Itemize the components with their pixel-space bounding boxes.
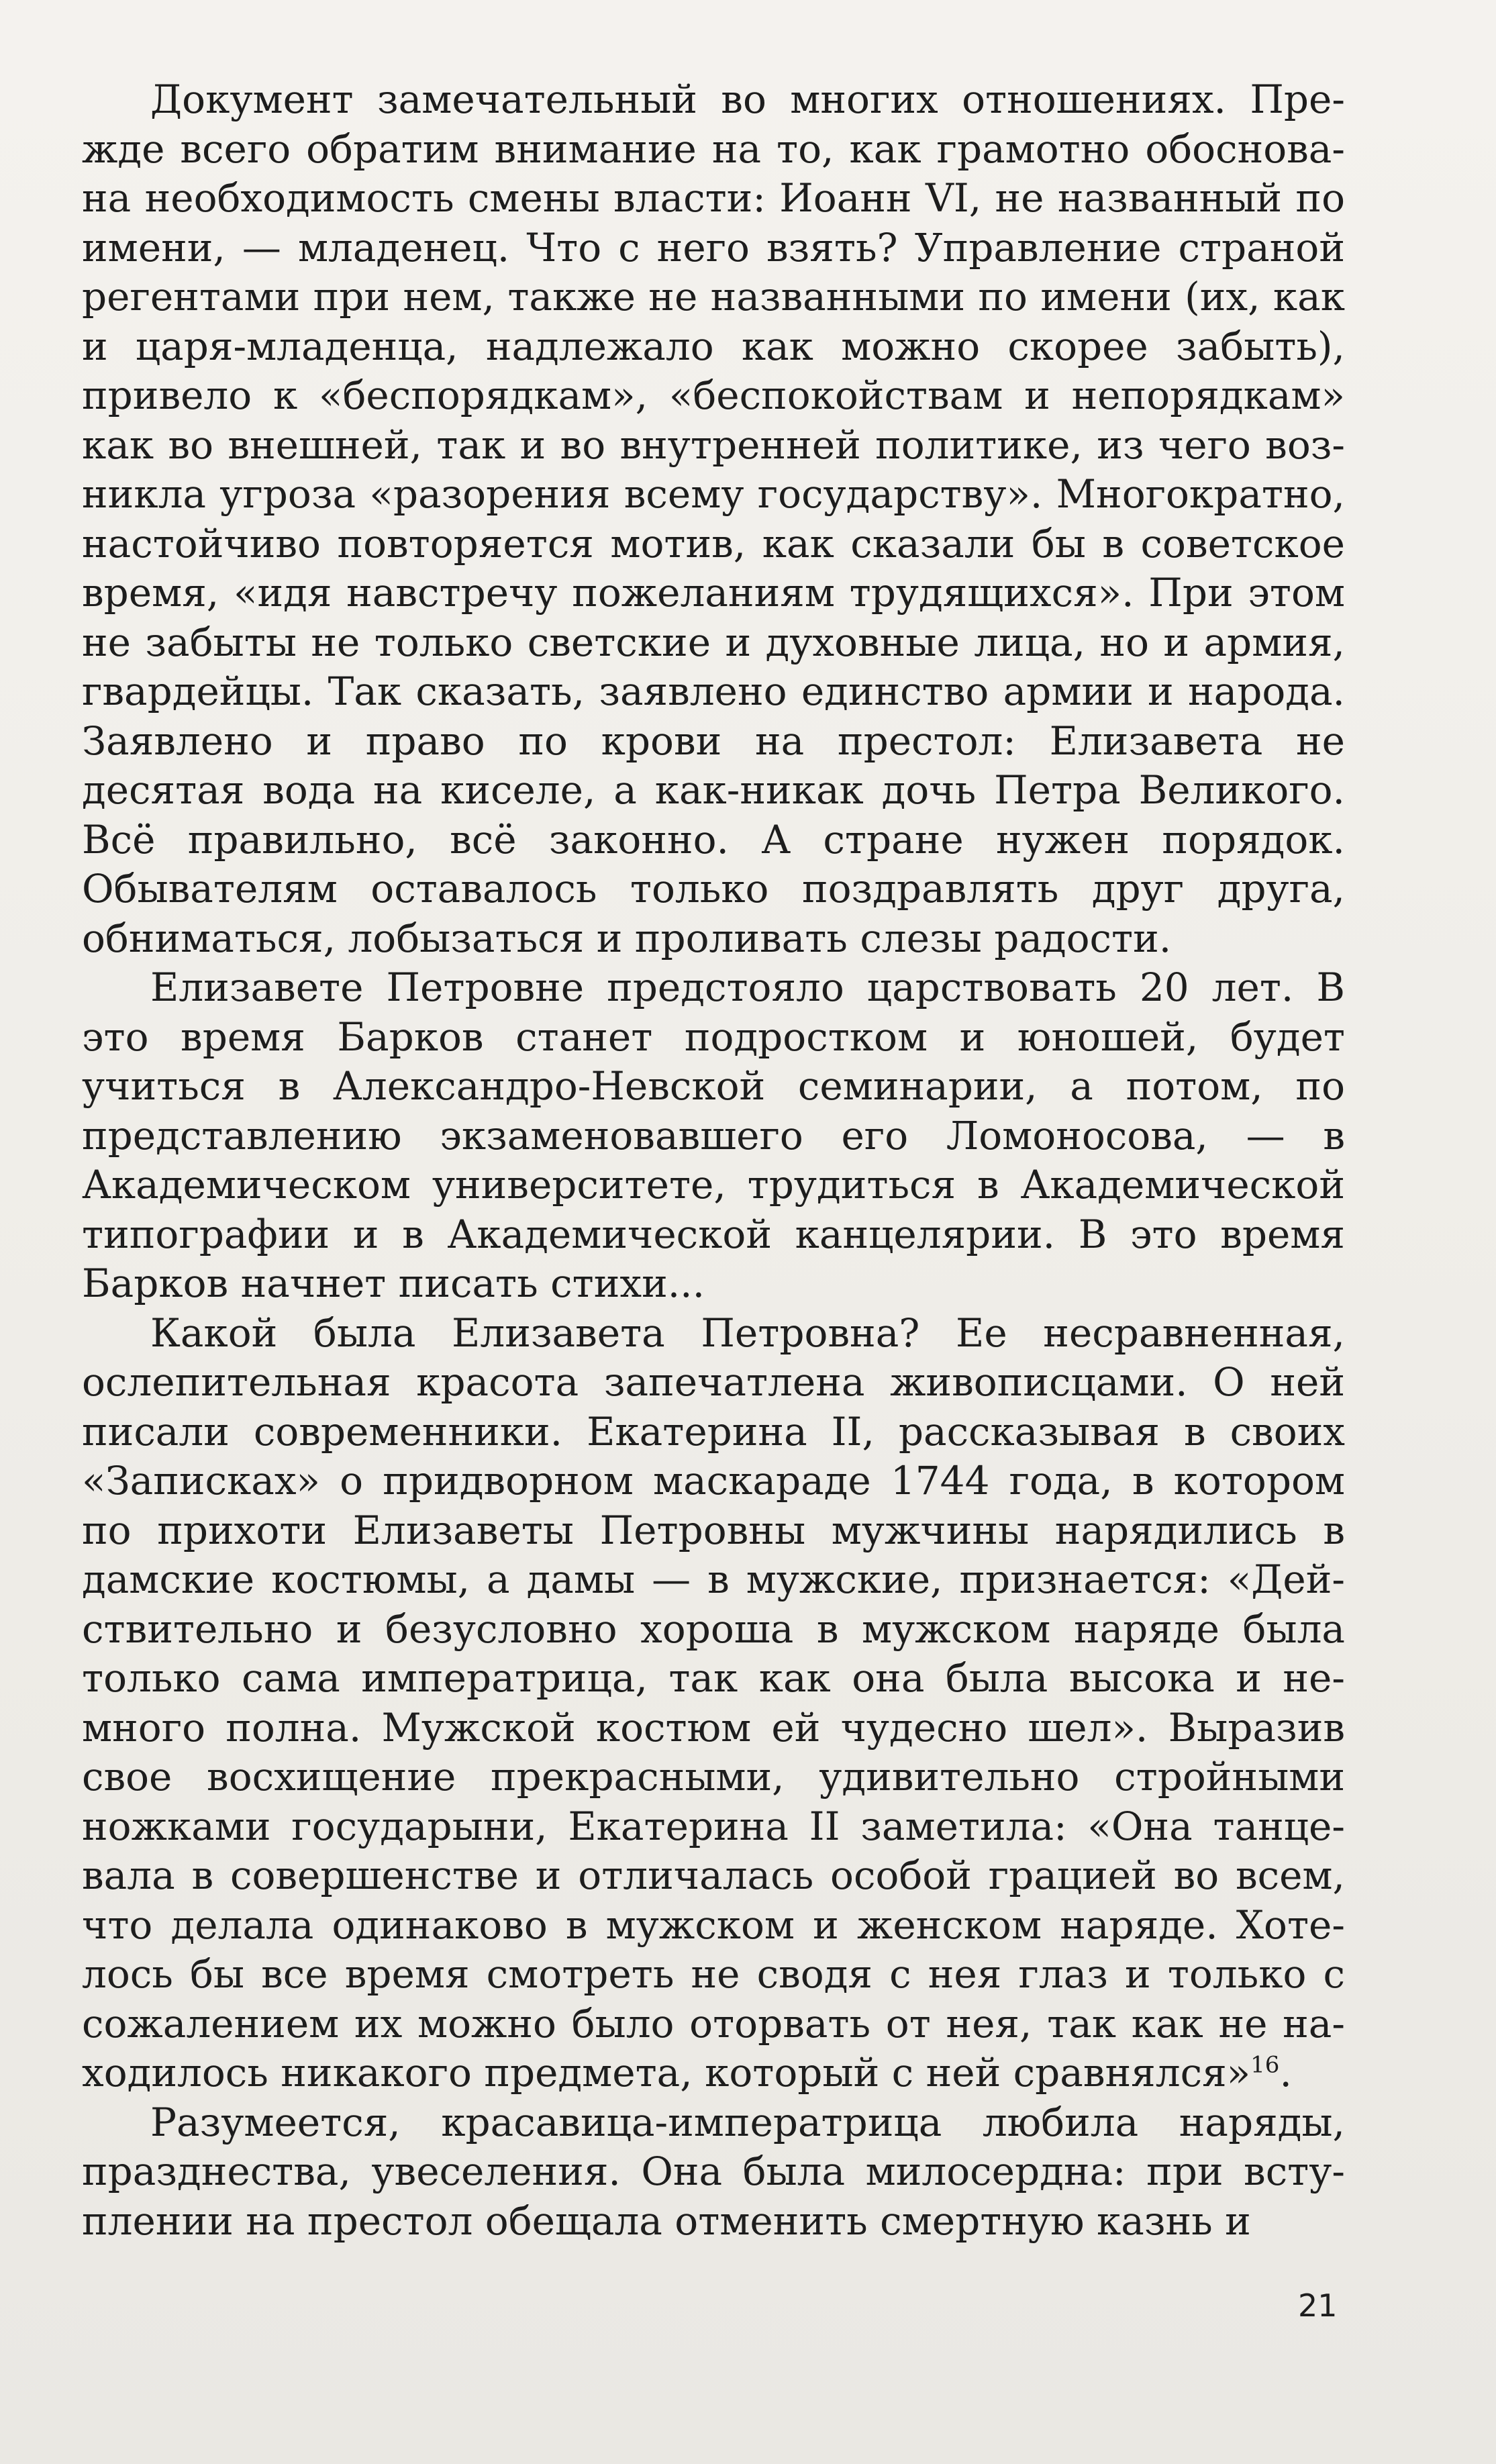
body-text [82,75,1345,2246]
paragraph-1: Документ замечательный во многих отношениях. Прежде всего обратим внимание на то, как грамотно обоснована необходимость смены власти: Иоанн VI, не названный по имени, — младенец. Что с него взять? Управление страной регентами при нем, также не названными по имени (их, как и царя-младенца, надлежало как можно скорее забыть), привело к «беспорядкам», «беспокойствам и непорядкам» как во внешней, так и во внутренней политике, из чего возникла угроза «разорения всему государству». Многократно, настойчиво повторяется мотив, как сказали бы в советское время, «идя навстречу пожеланиям трудящихся». При этом не забыты не только светские и духовные лица, но и армия, гвардейцы. Так сказать, заявлено единство армии и народа. Заявлено и право по крови на престол: Елизавета не десятая вода на киселе, а как-никак дочь Петра Великого. Всё правильно, всё законно. А стране нужен порядок. Обывателям оставалось только поздравлять друг друга, обниматься, лобызаться и проливать слезы радости. [82,77,1345,961]
footnote-reference[interactable]: 16 [1250,2051,1280,2079]
paragraph-3-text: Какой была Елизавета Петровна? Ее несравненная, ослепительная красота запечатлена живописцами. О ней писали современники. Екатерина II, рассказывая в своих «Записках» о придворном маскараде 1744 года, в котором по прихоти Елизаветы Петровны мужчины нарядились в дамские костюмы, а дамы — в мужские, признается: «Действительно и безусловно хороша в мужском наряде была только сама императрица, так как она была высока и немного полна. Мужской костюм ей чудесно шел». Выразив свое восхищение прекрасными, удивительно стройными ножками государыни, Екатерина II заметила: «Она танцевала в совершенстве и отличалась особой грацией во всем, что делала одинаково в мужском и женском наряде. Хотелось бы все время смотреть не сводя с нея глаз и только с сожалением их можно было оторвать от нея, так как не находилось никакого предмета, который с ней сравнялся» [82,1310,1345,2096]
paragraph-3 [82,1309,1345,2098]
paragraph-3-end: . [1279,2050,1292,2096]
page-number: 21 [1298,2287,1338,2324]
paragraph-2: Елизавете Петровне предстояло царствовать 20 лет. В это время Барков станет подростком и юношей, будет учиться в Александро-Невской семинарии, а потом, по представлению экзаменовавшего его Ломоносова, — в Академическом университете, трудиться в Академической типографии и в Академической канцелярии. В это время Барков начнет писать стихи... [82,965,1345,1306]
paragraph-4: Разумеется, красавица-императрица любила наряды, празднества, увеселения. Она была милосердна: при вступлении на престол обещала отменить смертную казнь и [82,2099,1345,2244]
